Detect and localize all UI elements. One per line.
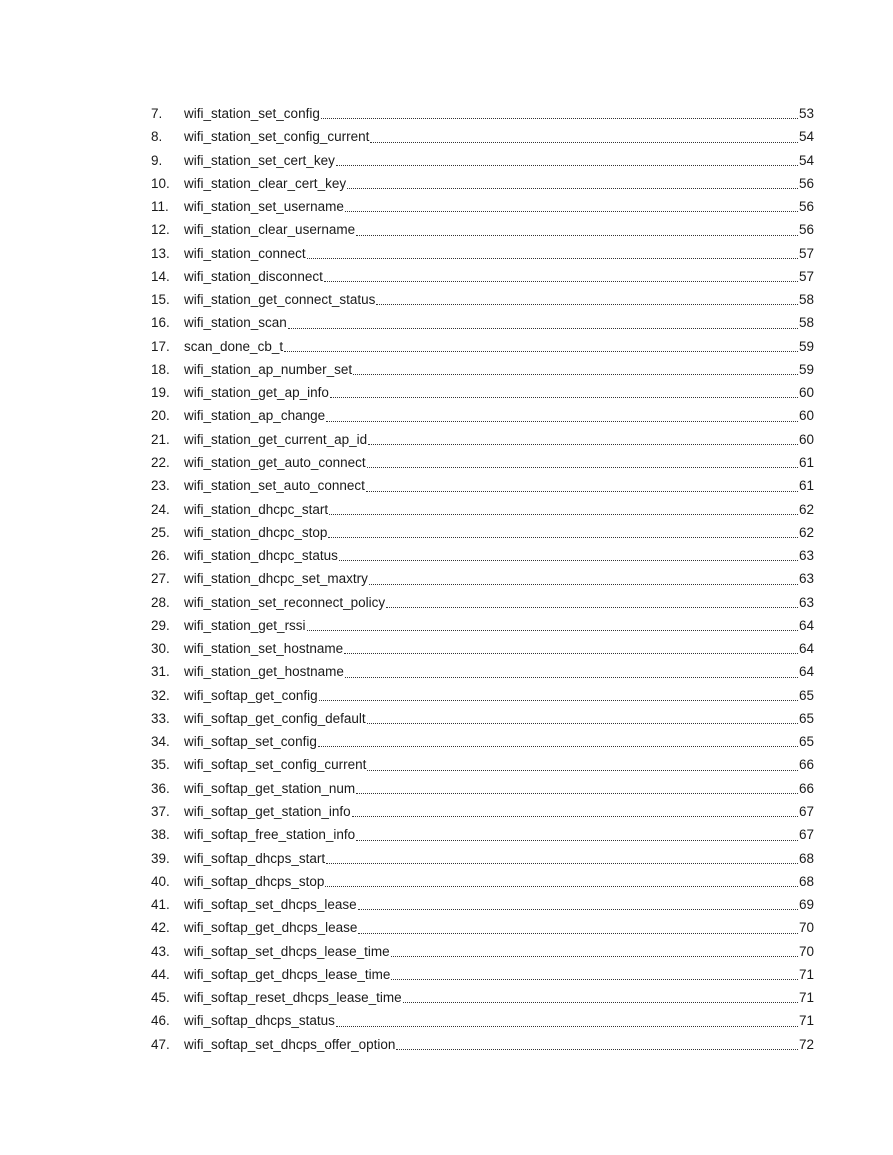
toc-entry-number: 11. — [151, 199, 169, 215]
toc-entry-page-number[interactable]: 67 — [798, 827, 814, 843]
toc-entry-page-number[interactable]: 59 — [798, 361, 814, 377]
toc-entry[interactable] — [151, 195, 814, 218]
toc-entry[interactable] — [151, 870, 814, 893]
toc-entry-number: 39. — [151, 850, 170, 866]
toc-entry-title[interactable]: wifi_softap_get_station_info — [184, 803, 351, 819]
toc-entry[interactable] — [151, 614, 814, 637]
toc-entry-title[interactable]: wifi_softap_set_dhcps_lease — [184, 897, 357, 913]
toc-entry-number: 43. — [151, 943, 170, 959]
toc-entry-title[interactable]: wifi_softap_get_config — [184, 687, 318, 703]
toc-entry-page-number[interactable]: 56 — [798, 222, 814, 238]
toc-entry[interactable] — [151, 451, 814, 474]
toc-entry-number: 25. — [151, 524, 170, 540]
toc-entry-number: 42. — [151, 920, 170, 936]
toc-entry[interactable] — [151, 847, 814, 870]
toc-entry-number: 29. — [151, 617, 170, 633]
toc-entry-number: 13. — [151, 245, 170, 261]
toc-entry[interactable] — [151, 986, 814, 1009]
toc-dot-leader — [329, 513, 798, 515]
toc-dot-leader — [345, 676, 798, 678]
toc-entry[interactable] — [151, 753, 814, 776]
toc-dot-leader — [356, 234, 798, 236]
toc-dot-leader — [319, 699, 798, 701]
toc-entry[interactable] — [151, 963, 814, 986]
toc-entry[interactable] — [151, 591, 814, 614]
toc-dot-leader — [284, 350, 798, 352]
toc-entry-title[interactable]: wifi_softap_get_config_default — [184, 710, 366, 726]
toc-entry[interactable] — [151, 335, 814, 358]
toc-entry-page-number[interactable]: 69 — [798, 897, 814, 913]
toc-entry-page-number[interactable]: 71 — [798, 990, 814, 1006]
toc-entry-title[interactable]: wifi_station_set_username — [184, 199, 344, 215]
toc-entry-number: 37. — [151, 803, 170, 819]
toc-entry[interactable] — [151, 823, 814, 846]
toc-entry[interactable] — [151, 358, 814, 381]
toc-dot-leader — [370, 141, 798, 143]
toc-entry-title[interactable]: wifi_station_clear_username — [184, 222, 356, 238]
toc-entry[interactable] — [151, 218, 814, 241]
toc-entry-title[interactable]: wifi_station_set_hostname — [184, 641, 344, 657]
toc-entry-number: 15. — [151, 292, 170, 308]
toc-entry-page-number[interactable]: 65 — [798, 710, 814, 726]
toc-entry-page-number[interactable]: 68 — [798, 873, 814, 889]
toc-entry-title[interactable]: wifi_softap_set_dhcps_offer_option — [184, 1036, 396, 1052]
toc-entry-page-number[interactable]: 54 — [798, 129, 814, 145]
toc-entry-number: 47. — [151, 1036, 170, 1052]
toc-entry-number: 40. — [151, 873, 170, 889]
toc-dot-leader — [391, 955, 798, 957]
toc-entry-page-number[interactable]: 71 — [798, 966, 814, 982]
toc-entry[interactable] — [151, 521, 814, 544]
toc-entry-title[interactable]: wifi_station_dhcpc_stop — [184, 524, 328, 540]
toc-entry-number: 8. — [151, 129, 163, 145]
toc-entry-page-number[interactable]: 65 — [798, 687, 814, 703]
toc-entry[interactable] — [151, 544, 814, 567]
toc-dot-leader — [403, 1001, 798, 1003]
toc-dot-leader — [288, 327, 798, 329]
toc-entry[interactable] — [151, 800, 814, 823]
toc-entry-title[interactable]: wifi_softap_set_config — [184, 734, 317, 750]
toc-dot-leader — [367, 769, 798, 771]
toc-entry-title[interactable]: wifi_station_scan — [184, 315, 287, 331]
toc-entry-page-number[interactable]: 53 — [798, 106, 814, 121]
toc-entry-title[interactable]: wifi_softap_dhcps_stop — [184, 873, 325, 889]
table-of-contents — [151, 102, 814, 1056]
toc-entry-page-number[interactable]: 67 — [798, 803, 814, 819]
toc-entry-title[interactable]: wifi_softap_dhcps_start — [184, 850, 326, 866]
toc-entry-number: 41. — [151, 897, 170, 913]
toc-entry[interactable] — [151, 916, 814, 939]
toc-entry-title[interactable]: wifi_station_clear_cert_key — [184, 175, 347, 191]
toc-dot-leader — [328, 536, 798, 538]
toc-entry-title[interactable]: wifi_station_dhcpc_set_maxtry — [184, 571, 368, 587]
toc-entry-title[interactable]: wifi_softap_get_dhcps_lease — [184, 920, 358, 936]
toc-entry-number: 20. — [151, 408, 170, 424]
toc-entry-title[interactable]: wifi_station_set_config_current — [184, 129, 370, 145]
toc-entry-page-number[interactable]: 63 — [798, 571, 814, 587]
toc-entry-page-number[interactable]: 72 — [798, 1036, 814, 1052]
toc-entry-title[interactable]: wifi_station_ap_number_set — [184, 361, 353, 377]
toc-entry-number: 30. — [151, 641, 170, 657]
toc-entry-page-number[interactable]: 63 — [798, 548, 814, 564]
toc-entry-number: 27. — [151, 571, 170, 587]
toc-entry-title[interactable]: wifi_softap_get_dhcps_lease_time — [184, 966, 391, 982]
toc-dot-leader — [324, 280, 798, 282]
toc-entry-title[interactable]: wifi_station_dhcpc_start — [184, 501, 329, 517]
toc-entry-number: 44. — [151, 966, 170, 982]
toc-entry-page-number[interactable]: 57 — [798, 268, 814, 284]
toc-entry-page-number[interactable]: 71 — [798, 1013, 814, 1029]
toc-dot-leader — [369, 583, 798, 585]
toc-dot-leader — [318, 745, 798, 747]
toc-entry-number: 16. — [151, 315, 170, 331]
toc-entry[interactable] — [151, 730, 814, 753]
toc-entry-number: 14. — [151, 268, 170, 284]
toc-entry-page-number[interactable]: 60 — [798, 431, 814, 447]
toc-dot-leader — [347, 187, 798, 189]
toc-entry-number: 9. — [151, 152, 163, 168]
toc-entry[interactable] — [151, 707, 814, 730]
toc-entry-title[interactable]: wifi_station_set_config — [184, 106, 320, 121]
toc-entry[interactable] — [151, 428, 814, 451]
toc-entry-number: 45. — [151, 990, 170, 1006]
toc-entry-page-number[interactable]: 54 — [798, 152, 814, 168]
toc-dot-leader — [358, 908, 798, 910]
toc-entry-title[interactable]: wifi_station_disconnect — [184, 268, 323, 284]
toc-entry-title[interactable]: wifi_softap_dhcps_status — [184, 1013, 335, 1029]
toc-entry[interactable] — [151, 404, 814, 427]
toc-entry[interactable] — [151, 102, 814, 125]
toc-entry[interactable] — [151, 567, 814, 590]
toc-entry-number: 12. — [151, 222, 170, 238]
toc-entry-number: 28. — [151, 594, 170, 610]
toc-entry[interactable] — [151, 288, 814, 311]
toc-entry[interactable] — [151, 1009, 814, 1032]
toc-entry-page-number[interactable]: 61 — [798, 454, 814, 470]
toc-entry[interactable] — [151, 684, 814, 707]
toc-dot-leader — [336, 164, 798, 166]
toc-entry-number: 22. — [151, 454, 170, 470]
toc-entry-page-number[interactable]: 64 — [798, 641, 814, 657]
toc-entry[interactable] — [151, 381, 814, 404]
toc-entry[interactable] — [151, 637, 814, 660]
toc-entry-page-number[interactable]: 56 — [798, 175, 814, 191]
toc-entry-title[interactable]: wifi_station_set_reconnect_policy — [184, 594, 386, 610]
toc-entry[interactable] — [151, 893, 814, 916]
toc-dot-leader — [352, 815, 798, 817]
toc-entry-number: 17. — [151, 338, 170, 354]
toc-dot-leader — [345, 210, 798, 212]
toc-entry[interactable] — [151, 777, 814, 800]
toc-entry-title[interactable]: wifi_station_get_ap_info — [184, 385, 329, 401]
toc-dot-leader — [344, 652, 798, 654]
toc-entry-page-number[interactable]: 66 — [798, 780, 814, 796]
toc-entry-page-number[interactable]: 59 — [798, 338, 814, 354]
toc-entry-number: 19. — [151, 385, 170, 401]
toc-dot-leader — [356, 839, 798, 841]
toc-entry-page-number[interactable]: 65 — [798, 734, 814, 750]
toc-entry-title[interactable]: wifi_softap_get_station_num — [184, 780, 356, 796]
toc-entry-page-number[interactable]: 62 — [798, 524, 814, 540]
toc-entry-number: 24. — [151, 501, 170, 517]
toc-entry-number: 36. — [151, 780, 170, 796]
toc-entry[interactable] — [151, 149, 814, 172]
toc-entry-title[interactable]: wifi_station_get_connect_status — [184, 292, 376, 308]
toc-dot-leader — [321, 117, 798, 119]
toc-entry-page-number[interactable]: 66 — [798, 757, 814, 773]
toc-entry-page-number[interactable]: 56 — [798, 199, 814, 215]
toc-entry-title[interactable]: wifi_station_get_current_ap_id — [184, 431, 368, 447]
toc-entry-page-number[interactable]: 58 — [798, 292, 814, 308]
toc-entry-title[interactable]: wifi_station_ap_change — [184, 408, 326, 424]
toc-entry[interactable] — [151, 474, 814, 497]
toc-entry-title[interactable]: wifi_softap_set_dhcps_lease_time — [184, 943, 390, 959]
toc-entry[interactable] — [151, 172, 814, 195]
toc-entry-title[interactable]: wifi_softap_free_station_info — [184, 827, 356, 843]
toc-entry-number: 35. — [151, 757, 170, 773]
toc-entry-number: 10. — [151, 175, 170, 191]
toc-entry-number: 26. — [151, 548, 170, 564]
toc-entry[interactable] — [151, 265, 814, 288]
toc-entry-page-number[interactable]: 70 — [798, 920, 814, 936]
toc-dot-leader — [366, 490, 798, 492]
toc-entry-title[interactable]: wifi_station_connect — [184, 245, 306, 261]
toc-entry-number: 23. — [151, 478, 170, 494]
toc-entry-title[interactable]: wifi_softap_reset_dhcps_lease_time — [184, 990, 402, 1006]
toc-entry-number: 18. — [151, 361, 170, 377]
toc-entry-title[interactable]: wifi_station_dhcpc_status — [184, 548, 338, 564]
toc-dot-leader — [325, 885, 798, 887]
toc-entry-number: 32. — [151, 687, 170, 703]
toc-entry-number: 34. — [151, 734, 170, 750]
toc-entry-title[interactable]: wifi_station_set_auto_connect — [184, 478, 365, 494]
toc-entry-number: 38. — [151, 827, 170, 843]
toc-dot-leader — [367, 722, 798, 724]
toc-entry[interactable] — [151, 1033, 814, 1056]
toc-entry-title[interactable]: wifi_station_set_cert_key — [184, 152, 335, 168]
toc-entry-number: 46. — [151, 1013, 170, 1029]
toc-entry-title[interactable]: wifi_station_get_hostname — [184, 664, 344, 680]
toc-entry-title[interactable]: wifi_station_get_rssi — [184, 617, 306, 633]
toc-dot-leader — [386, 606, 798, 608]
toc-entry-page-number[interactable]: 60 — [798, 408, 814, 424]
toc-entry-title[interactable]: wifi_softap_set_config_current — [184, 757, 367, 773]
toc-entry[interactable] — [151, 660, 814, 683]
toc-entry-page-number[interactable]: 64 — [798, 617, 814, 633]
toc-entry-title[interactable]: scan_done_cb_t — [184, 338, 284, 354]
toc-entry-number: 7. — [151, 106, 163, 121]
toc-dot-leader — [326, 862, 798, 864]
toc-entry-page-number[interactable]: 58 — [798, 315, 814, 331]
toc-entry-page-number[interactable]: 64 — [798, 664, 814, 680]
toc-entry-number: 31. — [151, 664, 170, 680]
toc-entry-page-number[interactable]: 63 — [798, 594, 814, 610]
toc-entry[interactable] — [151, 125, 814, 148]
toc-dot-leader — [307, 629, 798, 631]
toc-entry-number: 33. — [151, 710, 170, 726]
toc-entry-page-number[interactable]: 70 — [798, 943, 814, 959]
toc-entry-page-number[interactable]: 62 — [798, 501, 814, 517]
toc-dot-leader — [339, 559, 798, 561]
toc-entry-title[interactable]: wifi_station_get_auto_connect — [184, 454, 366, 470]
toc-entry[interactable] — [151, 242, 814, 265]
toc-entry-number: 21. — [151, 431, 170, 447]
toc-dot-leader — [396, 1048, 798, 1050]
toc-dot-leader — [356, 792, 798, 794]
toc-dot-leader — [367, 466, 798, 468]
toc-entry[interactable] — [151, 498, 814, 521]
toc-dot-leader — [326, 420, 798, 422]
toc-entry[interactable] — [151, 311, 814, 334]
toc-entry-page-number[interactable]: 68 — [798, 850, 814, 866]
toc-dot-leader — [307, 257, 798, 259]
toc-dot-leader — [330, 396, 798, 398]
toc-dot-leader — [336, 1025, 798, 1027]
toc-dot-leader — [368, 443, 798, 445]
toc-entry-page-number[interactable]: 60 — [798, 385, 814, 401]
toc-dot-leader — [376, 303, 798, 305]
toc-dot-leader — [358, 932, 798, 934]
toc-entry[interactable] — [151, 940, 814, 963]
toc-dot-leader — [391, 978, 798, 980]
toc-dot-leader — [353, 373, 798, 375]
toc-entry-page-number[interactable]: 57 — [798, 245, 814, 261]
toc-entry-page-number[interactable]: 61 — [798, 478, 814, 494]
